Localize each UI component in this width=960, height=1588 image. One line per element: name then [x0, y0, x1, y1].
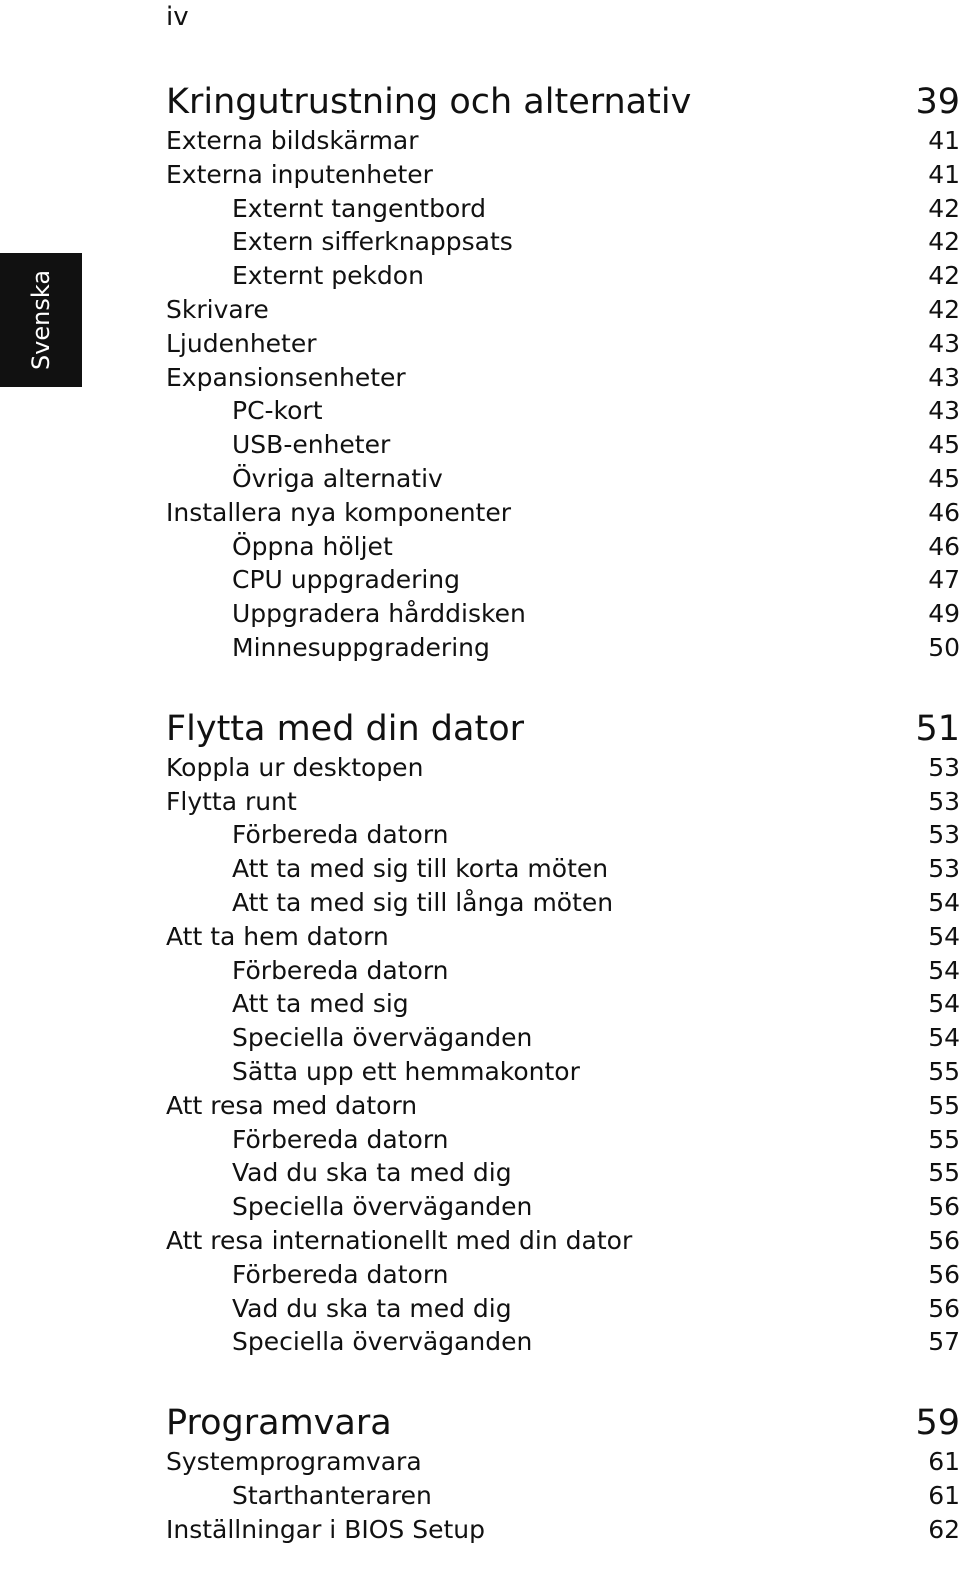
toc-subentry[interactable]	[166, 225, 960, 259]
toc-entry-label: Speciella överväganden	[232, 1192, 533, 1222]
language-side-tab	[0, 253, 82, 387]
toc-entry[interactable]	[166, 1224, 960, 1258]
toc-entry-label: Uppgradera hårddisken	[232, 599, 526, 629]
toc-entry-page: 53	[928, 820, 960, 850]
toc-entry-page: 55	[928, 1090, 960, 1120]
toc-entry-page: 62	[928, 1514, 960, 1544]
toc-subentry[interactable]	[166, 954, 960, 988]
toc-subentry[interactable]	[166, 563, 960, 597]
toc-entry-label: Öppna höljet	[232, 531, 393, 561]
toc-chapter-title: Programvara	[166, 1403, 392, 1444]
toc-entry-label: CPU uppgradering	[232, 565, 461, 595]
toc-entry-label: USB-enheter	[232, 430, 391, 460]
toc-subentry[interactable]	[166, 530, 960, 564]
toc-subentry[interactable]	[166, 1021, 960, 1055]
toc-entry-page: 43	[928, 362, 960, 392]
toc-subentry[interactable]	[166, 631, 960, 665]
toc-entry-page: 57	[928, 1327, 960, 1357]
toc-subentry[interactable]	[166, 1055, 960, 1089]
toc-subentry[interactable]	[166, 394, 960, 428]
toc-entry-page: 42	[928, 227, 960, 257]
toc-entry-label: Vad du ska ta med dig	[232, 1158, 512, 1188]
toc-entry-label: Externa bildskärmar	[166, 126, 419, 155]
toc-entry[interactable]	[166, 124, 960, 158]
toc-entry-page: 53	[928, 752, 960, 782]
toc-entry-label: Systemprogramvara	[166, 1447, 422, 1477]
toc-entry-page: 54	[928, 921, 960, 951]
toc-entry-page: 43	[928, 328, 960, 358]
toc-entry-page: 49	[928, 599, 960, 629]
toc-entry-page: 55	[928, 1158, 960, 1188]
toc-entry-page: 45	[928, 463, 960, 493]
toc-chapter-section	[166, 707, 960, 1359]
toc-entry-page: 53	[928, 854, 960, 884]
toc-chapter-heading[interactable]	[166, 1401, 960, 1445]
toc-entry-page: 41	[928, 159, 960, 189]
toc-entry-label: Att ta med sig till långa möten	[232, 887, 614, 917]
toc-chapter-page: 59	[915, 1403, 960, 1444]
toc-entry-page: 42	[928, 193, 960, 223]
toc-chapter-page: 39	[915, 82, 960, 122]
toc-entry-label: Sätta upp ett hemmakontor	[232, 1056, 580, 1086]
toc-entry-label: Ljudenheter	[166, 328, 317, 358]
toc-entry-page: 45	[928, 430, 960, 460]
toc-entry[interactable]	[166, 327, 960, 361]
toc-entry-page: 42	[928, 294, 960, 324]
toc-entry-page: 55	[928, 1124, 960, 1154]
toc-chapter-section	[166, 80, 960, 665]
toc-subentry[interactable]	[166, 1325, 960, 1359]
toc-entry-page: 50	[928, 632, 960, 662]
toc-entry-label: PC-kort	[232, 396, 323, 426]
toc-subentry[interactable]	[166, 818, 960, 852]
toc-entry-page: 56	[928, 1259, 960, 1289]
toc-entry[interactable]	[166, 1513, 960, 1547]
toc-chapter-title: Kringutrustning och alternativ	[166, 82, 692, 122]
table-of-contents	[166, 80, 960, 1588]
toc-entry-label: Starthanteraren	[232, 1480, 432, 1510]
toc-chapter-page: 51	[915, 708, 960, 749]
toc-chapter-section	[166, 1401, 960, 1546]
toc-entry-page: 61	[928, 1447, 960, 1477]
toc-entry-page: 43	[928, 396, 960, 426]
toc-entry[interactable]	[166, 496, 960, 530]
toc-entry-label: Extern sifferknappsats	[232, 227, 513, 257]
toc-entry-label: Externa inputenheter	[166, 159, 433, 189]
toc-entry[interactable]	[166, 293, 960, 327]
toc-entry[interactable]	[166, 751, 960, 785]
toc-entry-label: Inställningar i BIOS Setup	[166, 1514, 485, 1544]
toc-chapter-heading[interactable]	[166, 707, 960, 751]
toc-entry-label: Att resa internationellt med din dator	[166, 1225, 633, 1255]
toc-entry-label: Speciella överväganden	[232, 1327, 533, 1357]
toc-entry-page: 55	[928, 1056, 960, 1086]
toc-subentry[interactable]	[166, 1292, 960, 1326]
toc-entry-label: Expansionsenheter	[166, 362, 406, 392]
toc-entry-label: Minnesuppgradering	[232, 632, 490, 662]
toc-subentry[interactable]	[166, 462, 960, 496]
toc-entry-label: Förbereda datorn	[232, 955, 449, 985]
toc-entry-label: Att ta med sig till korta möten	[232, 854, 609, 884]
toc-chapter-heading[interactable]	[166, 80, 960, 124]
toc-subentry[interactable]	[166, 1156, 960, 1190]
toc-entry-label: Förbereda datorn	[232, 1124, 449, 1154]
toc-entry-label: Övriga alternativ	[232, 463, 443, 493]
toc-entry[interactable]	[166, 785, 960, 819]
toc-subentry[interactable]	[166, 886, 960, 920]
toc-entry-page: 56	[928, 1192, 960, 1222]
toc-entry[interactable]	[166, 361, 960, 395]
toc-entry-label: Förbereda datorn	[232, 820, 449, 850]
toc-subentry[interactable]	[166, 987, 960, 1021]
toc-entry[interactable]	[166, 158, 960, 192]
toc-entry[interactable]	[166, 920, 960, 954]
toc-chapter-title: Flytta med din dator	[166, 708, 524, 749]
toc-entry-label: Koppla ur desktopen	[166, 752, 424, 782]
toc-entry-label: Att resa med datorn	[166, 1090, 418, 1120]
page-number: iv	[166, 2, 189, 32]
toc-entry-page: 54	[928, 955, 960, 985]
toc-entry-page: 46	[928, 531, 960, 561]
toc-entry-label: Externt pekdon	[232, 261, 424, 291]
toc-entry-label: Installera nya komponenter	[166, 497, 512, 527]
language-side-tab-label: Svenska	[27, 269, 56, 371]
toc-entry[interactable]	[166, 1445, 960, 1479]
toc-subentry[interactable]	[166, 597, 960, 631]
toc-entry-page: 42	[928, 261, 960, 291]
toc-subentry[interactable]	[166, 1479, 960, 1513]
toc-subentry[interactable]	[166, 1123, 960, 1157]
toc-entry-page: 41	[928, 126, 960, 155]
toc-entry-label: Speciella överväganden	[232, 1023, 533, 1053]
toc-entry-label: Externt tangentbord	[232, 193, 486, 223]
toc-entry-label: Att ta med sig	[232, 989, 409, 1019]
toc-entry-page: 53	[928, 786, 960, 816]
toc-entry-page: 54	[928, 1023, 960, 1053]
toc-subentry[interactable]	[166, 428, 960, 462]
toc-entry-page: 56	[928, 1293, 960, 1323]
toc-entry[interactable]	[166, 1089, 960, 1123]
toc-entry-page: 54	[928, 989, 960, 1019]
toc-subentry[interactable]	[166, 1190, 960, 1224]
toc-subentry[interactable]	[166, 1258, 960, 1292]
toc-entry-label: Skrivare	[166, 294, 269, 324]
toc-subentry[interactable]	[166, 259, 960, 293]
toc-subentry[interactable]	[166, 192, 960, 226]
toc-entry-page: 56	[928, 1225, 960, 1255]
toc-entry-label: Flytta runt	[166, 786, 297, 816]
toc-subentry[interactable]	[166, 852, 960, 886]
toc-entry-page: 47	[928, 565, 960, 595]
toc-entry-page: 46	[928, 497, 960, 527]
toc-entry-label: Vad du ska ta med dig	[232, 1293, 512, 1323]
toc-entry-page: 61	[928, 1480, 960, 1510]
toc-entry-label: Att ta hem datorn	[166, 921, 389, 951]
toc-entry-page: 54	[928, 887, 960, 917]
toc-entry-label: Förbereda datorn	[232, 1259, 449, 1289]
